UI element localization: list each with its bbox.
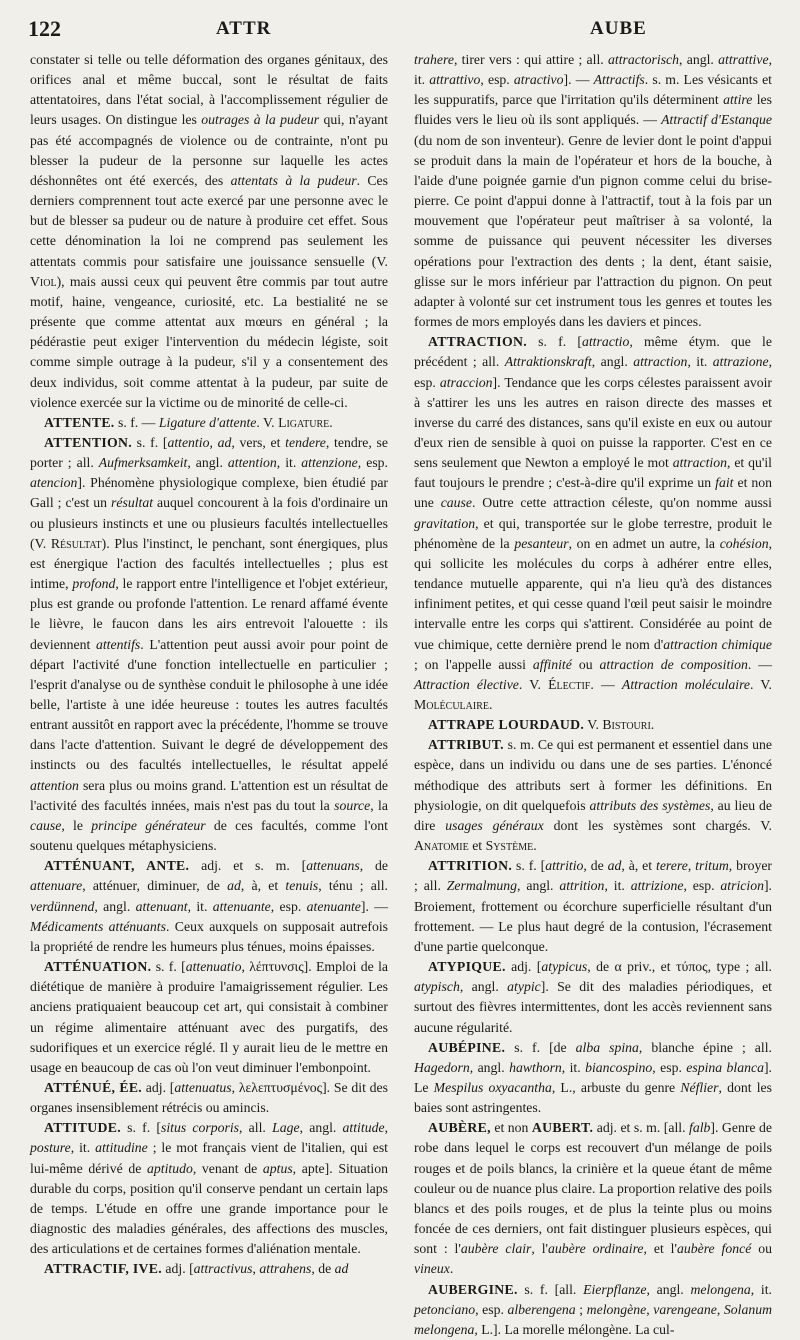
entry-aubergine: AUBERGINE. s. f. [all. Eierpflanze, angl. melongena, it. petonciano, esp. alberengena ; melongène, varengeane, Solanum melongena, L.]. La morelle mélongène. La cul- xyxy=(414,1281,773,1337)
entry-attention: ATTENTION. s. f. [attentio, ad, vers, et tendere, tendre, se porter ; all. Aufmerksamkeit, angl. attention, it. attenzione, esp. atencion]. Phénomène physiologique complexe, bien étudié par Gall ; c'est un résultat auquel concourent à la fois d'ordinaire un ou plusieurs instincts et une ou plusieurs facultés intellectuelles (V. Résultat). Plus l'instinct, le penchant, sont énergiques, plus est énergique l'action des facultés intellectuelles ; plus est intime, profond, le rapport entre l'intelligence et l'objet extérieur, plus est grande ou profonde l'attention. Le renard affamé évente le lièvre, le faucon dans les airs entrevoit l'alouette : ils deviennent attentifs. L'attention peut aussi avoir pour point de départ l'activité d'une fonction intellectuelle en particulier ; l'esprit d'analyse ou de synthèse conduit le philosophe à une idée belle, l'artiste à une idée heureuse : toutes les autres facultés entrant aussitôt en rapport avec la précédente, l'homme se trouve dans l'acte d'attention. Suivant le degré de développement des instincts ou des facultés intellectuelles, le résultat appelé attention sera plus ou moins grand. L'attention est un résultat de l'activité des facultés innées, mais n'est pas du tout la source, la cause, le principe générateur de ces facultés, comme l'ont soutenu quelques métaphysiciens. xyxy=(30,434,388,854)
page-number: 122 xyxy=(28,16,61,41)
entry-continuation-attentat: constater si telle ou telle déformation des organes génitaux, des orifices anal et même buccal, sont le résultat de faits attentatoires, dans l'état social, à l'accomplissement régulier de leurs usages. On distingue les outrages à la pudeur qui, n'ayant pas été accompagnés de violence ou de contrainte, n'ont pu blesser la pudeur de la personne sur laquelle les actes déshonnêtes ont été exercés, des attentats à la pudeur. Ces derniers comprennent tout acte exercé par une personne avec le but de blesser sa pudeur ou de nature à produire cet effet. Sous cette dénomination la loi ne comprend pas seulement les attentats commis pour satisfaire une jouissance sensuelle (V. Viol), mais aussi ceux qui peuvent être commis par tout autre motif, haine, vengeance, curiosité, etc. La bestialité ne se présente que comme attentat aux mœurs en général ; la pédérastie peut exiger l'intervention du médecin légiste, soit comme simple outrage à la pudeur, s'il y a consentement des deux individus, soit comme attentat à la pudeur, par suite de violence exercée sur la victime ou de minorité de celle-ci. xyxy=(30,52,388,410)
entry-attenue: ATTÉNUÉ, ÉE. adj. [attenuatus, λελεπτυσμένος]. Se dit des organes insensiblement rétrécis ou amincis. xyxy=(30,1079,388,1116)
entry-attribut: ATTRIBUT. s. m. Ce qui est permanent et essentiel dans une espèce, dans un individu ou dans une de ses parties. L'énoncé méthodique des attributs sert à former les définitions. En physiologie, on dit quelquefois attributs des systèmes, au lieu de dire usages généraux dont les systèmes sont chargés. V. Anatomie et Système. xyxy=(414,737,772,854)
guide-word-left: ATTR xyxy=(216,18,272,39)
left-column xyxy=(30,50,388,1280)
entry-atypique: ATYPIQUE. adj. [atypicus, de α priv., et τύπος, type ; all. atypisch, angl. atypic]. Se dit des maladies périodiques, et surtout des fièvres intermittentes, dont les accès reviennent sans aucune régularité. xyxy=(414,959,772,1035)
entry-attitude: ATTITUDE. s. f. [situs corporis, all. Lage, angl. attitude, posture, it. attitudine ; le mot français vient de l'italien, qui est lui-même dérivé de aptitudo, venant de aptus, apte]. Situation durable du corps, position qu'il conserve pendant un certain laps de temps. L'étude en offre une grande importance pour le diagnostic des maladies générales, des affections des muscles, des articulations et de certaines formes d'aliénation mentale. xyxy=(30,1120,388,1257)
entry-continuation-attractif: trahere, tirer vers : qui attire ; all. attractorisch, angl. attrattive, it. attrattivo, esp. atractivo]. — Attractifs. s. m. Les vésicants et les suppuratifs, parce que l'irritation qu'ils déterminent attire les fluides vers le lieu où ils sont appliqués. — Attractif d'Estanque (du nom de son inventeur). Genre de levier dont le point d'appui se produit dans la main de l'opérateur et hors de la bouche, à l'aide d'une poignée garnie d'un pignon comme celui du brise-pierre. Ce point d'appui donne à l'attractif, tout à la fois par un mouvement que l'opérateur peut maîtriser à sa volonté, la somme de puissance qui peuvent nécessiter les diverses opérations pour l'extraction des dents ; la dent, étant saisie, glisse sur le mors inférieur par l'attraction du pignon. On peut adapter à volonté sur cet instrument tous les genres et toutes les formes de mors employés dans les daviers et pinces. xyxy=(414,52,773,330)
entry-aubepine: AUBÉPINE. s. f. [de alba spina, blanche épine ; all. Hagedorn, angl. hawthorn, it. biancospino, esp. espina blanca]. Le Mespilus oxyacantha, L., arbuste du genre Néflier, dont les baies sont astringentes. xyxy=(414,1039,772,1116)
entry-attenuation: ATTÉNUATION. s. f. [attenuatio, λέπτυνσις]. Emploi de la diététique de manière à produire l'amaigrissement régulier. Les anciens pratiquaient beaucoup cet art, qui consistait à combiner un régime alimentaire atténuant avec des purgatifs, des sudorifiques et un exercice réglé. Il y aurait lieu de le mettre en usage en beaucoup de cas où l'on veut diminuer l'embonpoint. xyxy=(30,959,388,1075)
entry-attractif: ATTRACTIF, IVE. adj. [attractivus, attrahens, de ad xyxy=(44,1261,349,1277)
entry-attraction: ATTRACTION. s. f. [attractio, même étym. que le précédent ; all. Attraktionskraft, angl. attraction, it. attrazione, esp. atraccion]. Tendance que les corps célestes paraissent avoir à s'attirer les uns les autres en raison directe des masses et inverse du carré des distances, sans qu'il existe en eux ou autour d'eux rien de sensible à quoi on puisse la rapporter. C'est en ce sens seulement que Newton a employé le mot attraction, et qu'il faut toujours le prendre ; c'est-à-dire qu'il exprime un fait et non une cause. Outre cette attraction céleste, qu'on nomme aussi gravitation, et qui, transportée sur le globe terrestre, produit le phénomène de la pesanteur, on en admet un autre, la cohésion, qui sollicite les molécules du corps à adhérer entre elles, tendance mutuelle apparente, qui n'a lieu qu'à des distances infiniment petites, et qui cesse quand l'œil peut saisir le moindre intervalle entre les corps qui s'attirent. Considérée au point de vue chimique, cette dernière prend le nom d'attraction chimique ; on l'appelle aussi affinité ou attraction de composition. — Attraction élective. V. Électif. — Attraction moléculaire. V. Moléculaire. xyxy=(414,334,773,712)
entry-attente: ATTENTE. s. f. — Ligature d'attente. V. Ligature. xyxy=(44,414,333,430)
right-column xyxy=(414,50,772,1340)
entry-aubere: AUBÈRE, et non AUBERT. adj. et s. m. [all. falb]. Genre de robe dans lequel le corps est recouvert d'un mélange de poils rouges et de poils blancs, la crinière et la queue étant de même couleur ou de nuance plus claire. La proportion relative des poils blancs et des poils rouges, et de plus la teinte plus ou moins foncée de ces derniers, ont fait distinguer plusieurs espèces, qui sont : l'aubère clair, l'aubère ordinaire, et l'aubère foncé ou vineux. xyxy=(414,1120,772,1277)
entry-attrape-lourdaud: ATTRAPE LOURDAUD. V. Bistouri. xyxy=(428,717,655,733)
page-header xyxy=(28,16,772,46)
entry-attrition: ATTRITION. s. f. [attritio, de ad, à, et terere, tritum, broyer ; all. Zermalmung, angl. attrition, it. attrizione, esp. atricion]. Broiement, frottement ou écorchure superficielle résultant d'un frottement. — Le plus haut degré de la contusion, l'écrasement d'une partie quelconque. xyxy=(414,858,773,954)
guide-word-right: AUBE xyxy=(590,18,647,39)
entry-attenuant: ATTÉNUANT, ANTE. adj. et s. m. [attenuans, de attenuare, atténuer, diminuer, de ad, à, et tenuis, ténu ; all. verdünnend, angl. attenuant, it. attenuante, esp. atenuante]. — Médicaments atténuants. Ceux auxquels on supposait autrefois la propriété de rendre les humeurs plus ténues, moins épaisses. xyxy=(30,858,388,954)
